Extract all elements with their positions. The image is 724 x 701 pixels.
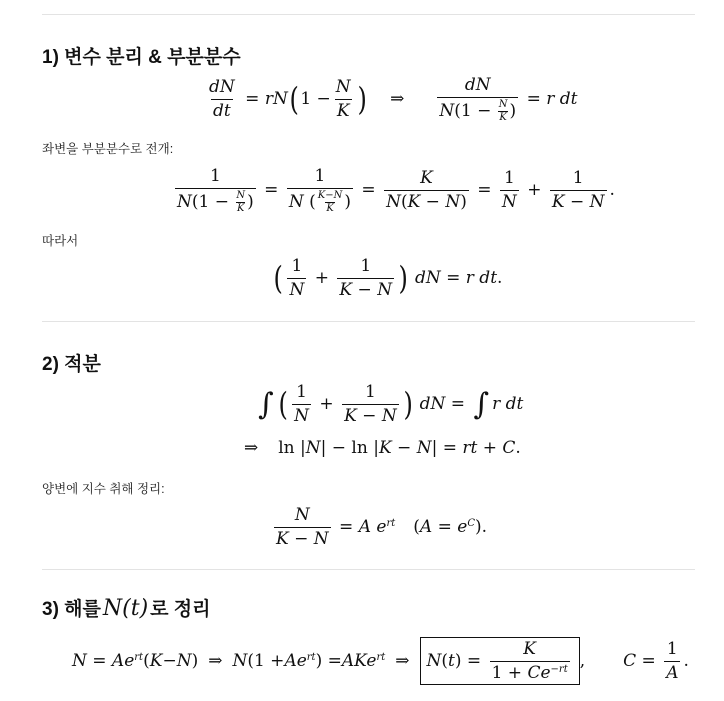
divider-1 bbox=[42, 321, 695, 322]
section-3-heading-suffix: 로 정리 bbox=[150, 599, 211, 620]
paragraph-exponentiate: 양변에 지수 취해 정리: bbox=[42, 482, 165, 496]
equation-separation: $\frac{dN}{dt}$ = rN ( 1 − $\frac{N}{K}$ ) ⇒ dN N(1 − $\frac{N}{K}$ ) = r dt bbox=[209, 75, 578, 123]
section-3-heading-prefix: 3) 해를 bbox=[42, 599, 101, 620]
section-1-heading: 1) 변수 분리 & 부분분수 bbox=[42, 47, 241, 68]
equation-exponential: $\frac{N}{K - N}$ = A $e^{rt}$ $(A = e^C)$. bbox=[276, 505, 488, 549]
divider-2 bbox=[42, 569, 695, 570]
section-3-heading bbox=[42, 594, 211, 621]
section-2-heading: 2) 적분 bbox=[42, 354, 101, 375]
equation-partial-fraction: 1 N(1 − $\frac{N}{K}$ ) = 1 N ( $\frac{K-N}{K}$ ) = $\frac{K}{N(K - N)}$ = $\frac{1}{N}$ + $\frac{1}{K - N}$ . bbox=[177, 166, 615, 214]
equation-solution: N = $Ae^{rt}$ ( K − N ) ⇒ N (1 + $Ae^{rt}$ ) = AKe$^{rt}$ ⇒ N ( t ) = $\frac{K}{1 + Ce^{-rt}}$ , C = $\frac{1}{A}$ . bbox=[72, 637, 689, 685]
divider-top bbox=[42, 14, 695, 15]
paragraph-therefore: 따라서 bbox=[42, 234, 79, 248]
equation-separated-form: ( $\frac{1}{N}$ + $\frac{1}{K - N}$ ) dN = r dt. bbox=[273, 256, 503, 300]
equation-log-result: ⇒ ln |N| − ln |K − N| = rt + C. bbox=[244, 438, 521, 458]
equation-integral: ∫ ( $\frac{1}{N}$ + $\frac{1}{K - N}$ ) dN = ∫ r dt bbox=[258, 382, 524, 426]
boxed-solution: N ( t ) = $\frac{K}{1 + Ce^{-rt}}$ bbox=[420, 637, 580, 685]
section-3-heading-math: N(t) bbox=[102, 596, 149, 621]
paragraph-expand: 좌변을 부분분수로 전개: bbox=[42, 142, 174, 156]
